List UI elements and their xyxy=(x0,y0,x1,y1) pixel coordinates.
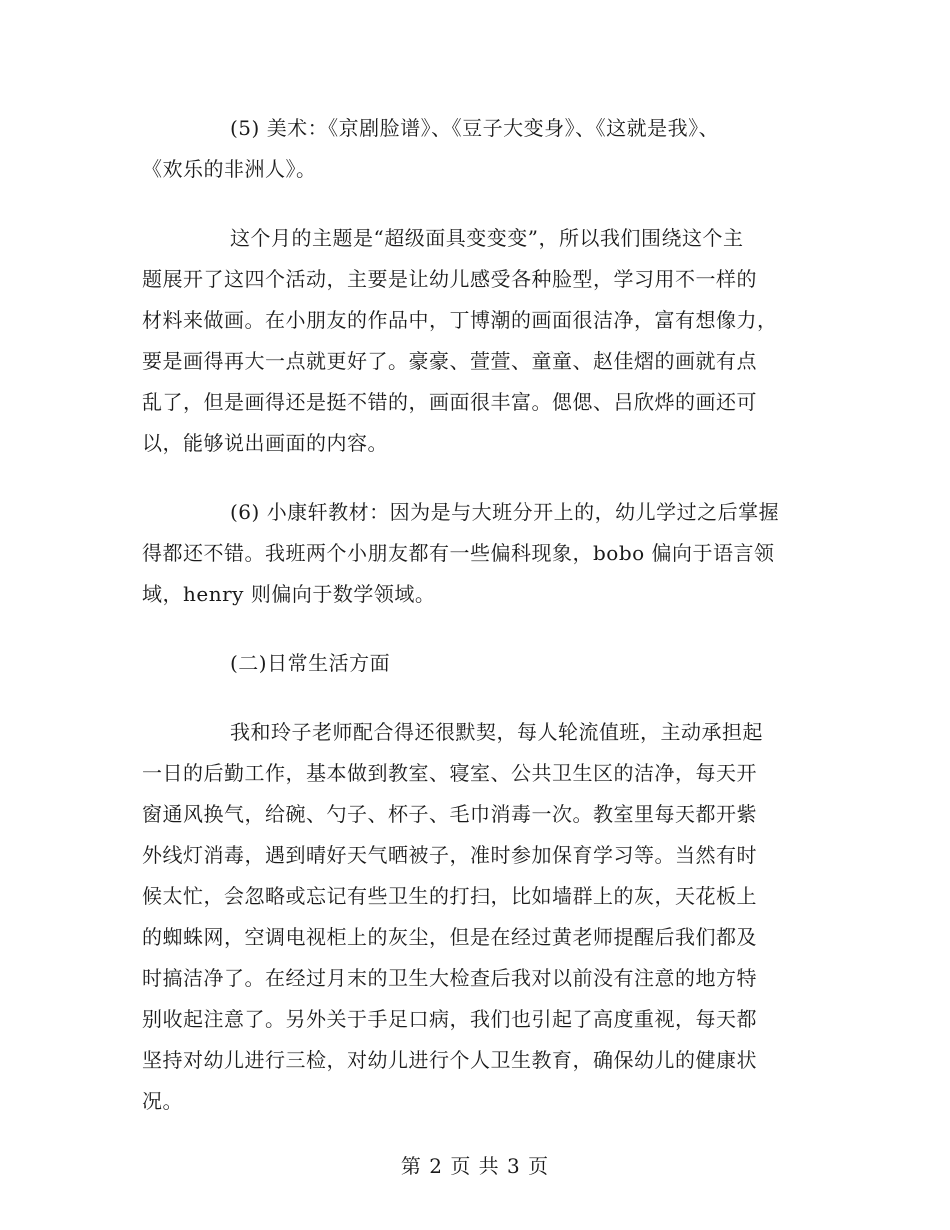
paragraph-line: 域，henry 则偏向于数学领域。 xyxy=(142,582,436,606)
paragraph-line: 况。 xyxy=(142,1089,183,1113)
paragraph-line: 得都还不错。我班两个小朋友都有一些偏科现象，bobo 偏向于语言领 xyxy=(142,541,775,565)
paragraph-line: 题展开了这四个活动，主要是让幼儿感受各种脸型，学习用不一样的 xyxy=(142,267,757,291)
paragraph-daily-life xyxy=(142,712,808,1122)
paragraph-line: 的蜘蛛网，空调电视柜上的灰尘，但是在经过黄老师提醒后我们都及 xyxy=(142,925,757,949)
paragraph-line: 时搞洁净了。在经过月末的卫生大检查后我对以前没有注意的地方特 xyxy=(142,966,757,990)
paragraph-line: (5) 美术：《京剧脸谱》、《豆子大变身》、《这就是我》、 xyxy=(230,116,720,140)
paragraph-line: 这个月的主题是“超级面具变变变”，所以我们围绕这个主 xyxy=(230,226,744,250)
paragraph-line: 候太忙，会忽略或忘记有些卫生的打扫，比如墙群上的灰，天花板上 xyxy=(142,884,757,908)
paragraph-line: 以，能够说出画面的内容。 xyxy=(142,431,388,455)
paragraph-line: 窗通风换气，给碗、勺子、杯子、毛巾消毒一次。教室里每天都开紫 xyxy=(142,802,757,826)
paragraph-line: 一日的后勤工作，基本做到教室、寝室、公共卫生区的洁净，每天开 xyxy=(142,761,757,785)
section-heading-daily-life xyxy=(142,643,808,684)
page-number-footer: 第 2 页 共 3 页 xyxy=(400,1154,550,1178)
paragraph-line: 《欢乐的非洲人》。 xyxy=(142,157,317,181)
paragraph-line: 别收起注意了。另外关于手足口病，我们也引起了高度重视，每天都 xyxy=(142,1007,757,1031)
paragraph-line: 材料来做画。在小朋友的作品中，丁博潮的画面很洁净，富有想像力， xyxy=(142,308,778,332)
document-body xyxy=(142,108,808,1150)
paragraph-line: 外线灯消毒，遇到晴好天气晒被子，准时参加保育学习等。当然有时 xyxy=(142,843,757,867)
paragraph-line: 要是画得再大一点就更好了。豪豪、萱萱、童童、赵佳熠的画就有点 xyxy=(142,349,757,373)
paragraph-line: 我和玲子老师配合得还很默契，每人轮流值班，主动承担起 xyxy=(230,720,763,744)
paragraph-line: 乱了，但是画得还是挺不错的，画面很丰富。偲偲、吕欣烨的画还可 xyxy=(142,390,757,414)
paragraph-line: (6) 小康轩教材：因为是与大班分开上的，幼儿学过之后掌握 xyxy=(230,500,780,524)
paragraph-line: 坚持对幼儿进行三检，对幼儿进行个人卫生教育，确保幼儿的健康状 xyxy=(142,1048,757,1072)
heading-line: (二)日常生活方面 xyxy=(230,651,391,675)
paragraph-art-summary xyxy=(142,218,808,464)
paragraph-art xyxy=(142,108,808,190)
paragraph-xiaokangxuan xyxy=(142,492,808,615)
